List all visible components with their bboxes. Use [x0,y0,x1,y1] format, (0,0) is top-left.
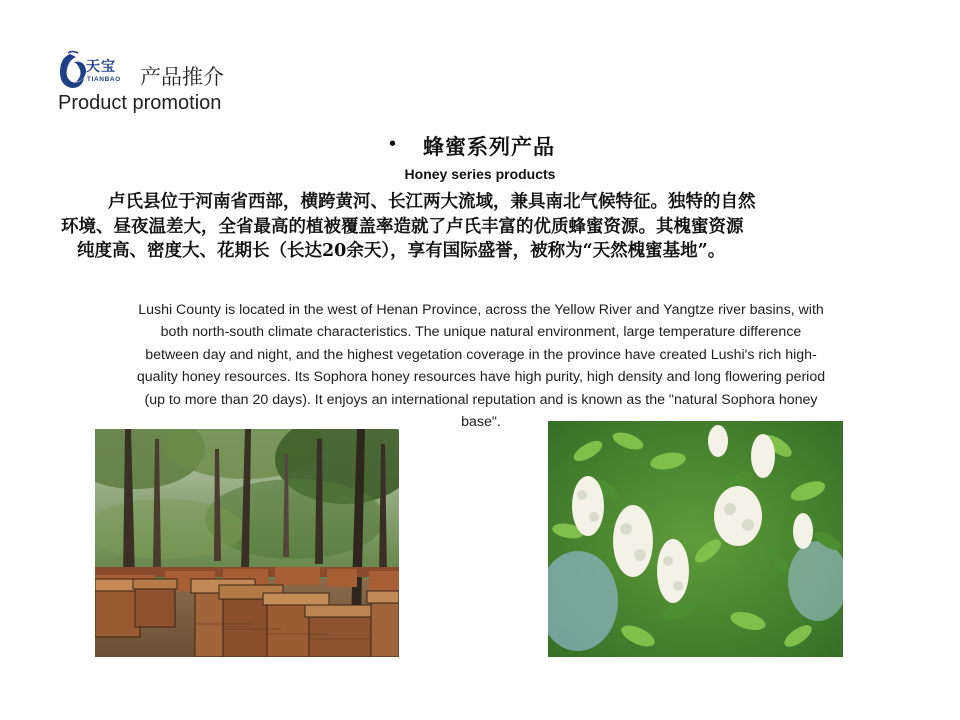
page-title-en: Product promotion [58,92,222,114]
beehives-photo [95,429,399,657]
section-title-cn: 蜂蜜系列产品 [423,134,555,159]
description-cn-line: 纯度高、密度大、花期长（长达20余天），享有国际盛誉，被称为“天然槐蜜基地”。 [77,241,726,261]
bullet-marker: • [389,133,397,155]
description-en-line: between day and night, and the highest vegetation coverage in the province have created Lushi's rich high- [145,346,817,363]
description-en-line: quality honey resources. Its Sophora honey resources have high purity, high density and long flowering period [136,369,826,386]
description-en-line: both north-south climate characteristics. The unique natural environment, large temperature difference [160,324,802,341]
page-title-cn: 产品推介 [140,65,224,89]
sophora-flowers-photo [548,421,843,657]
description-en-line: base". [461,414,501,431]
description-cn-line: 卢氏县位于河南省西部，横跨黄河、长江两大流域，兼具南北气候特征。独特的自然 [108,192,756,212]
section-title-en: Honey series products [404,166,556,182]
description-en-line: Lushi County is located in the west of Henan Province, across the Yellow River and Yangtze river basins, with [138,302,824,318]
description-cn-line: 环境、昼夜温差大，全省最高的植被覆盖率造就了卢氏丰富的优质蜂蜜资源。其槐蜜资源 [61,216,744,237]
description-cn [58,190,908,264]
logo-brand-cn: 天宝 [86,58,116,74]
logo-brand-en: TIANBAO [87,76,121,83]
description-en [58,299,904,433]
description-en-line: (up to more than 20 days). It enjoys an international reputation and is known as the "natural Sophora honey [144,391,818,408]
sophora-blossoms-image [548,421,843,657]
beehives-in-forest-image [95,429,399,657]
